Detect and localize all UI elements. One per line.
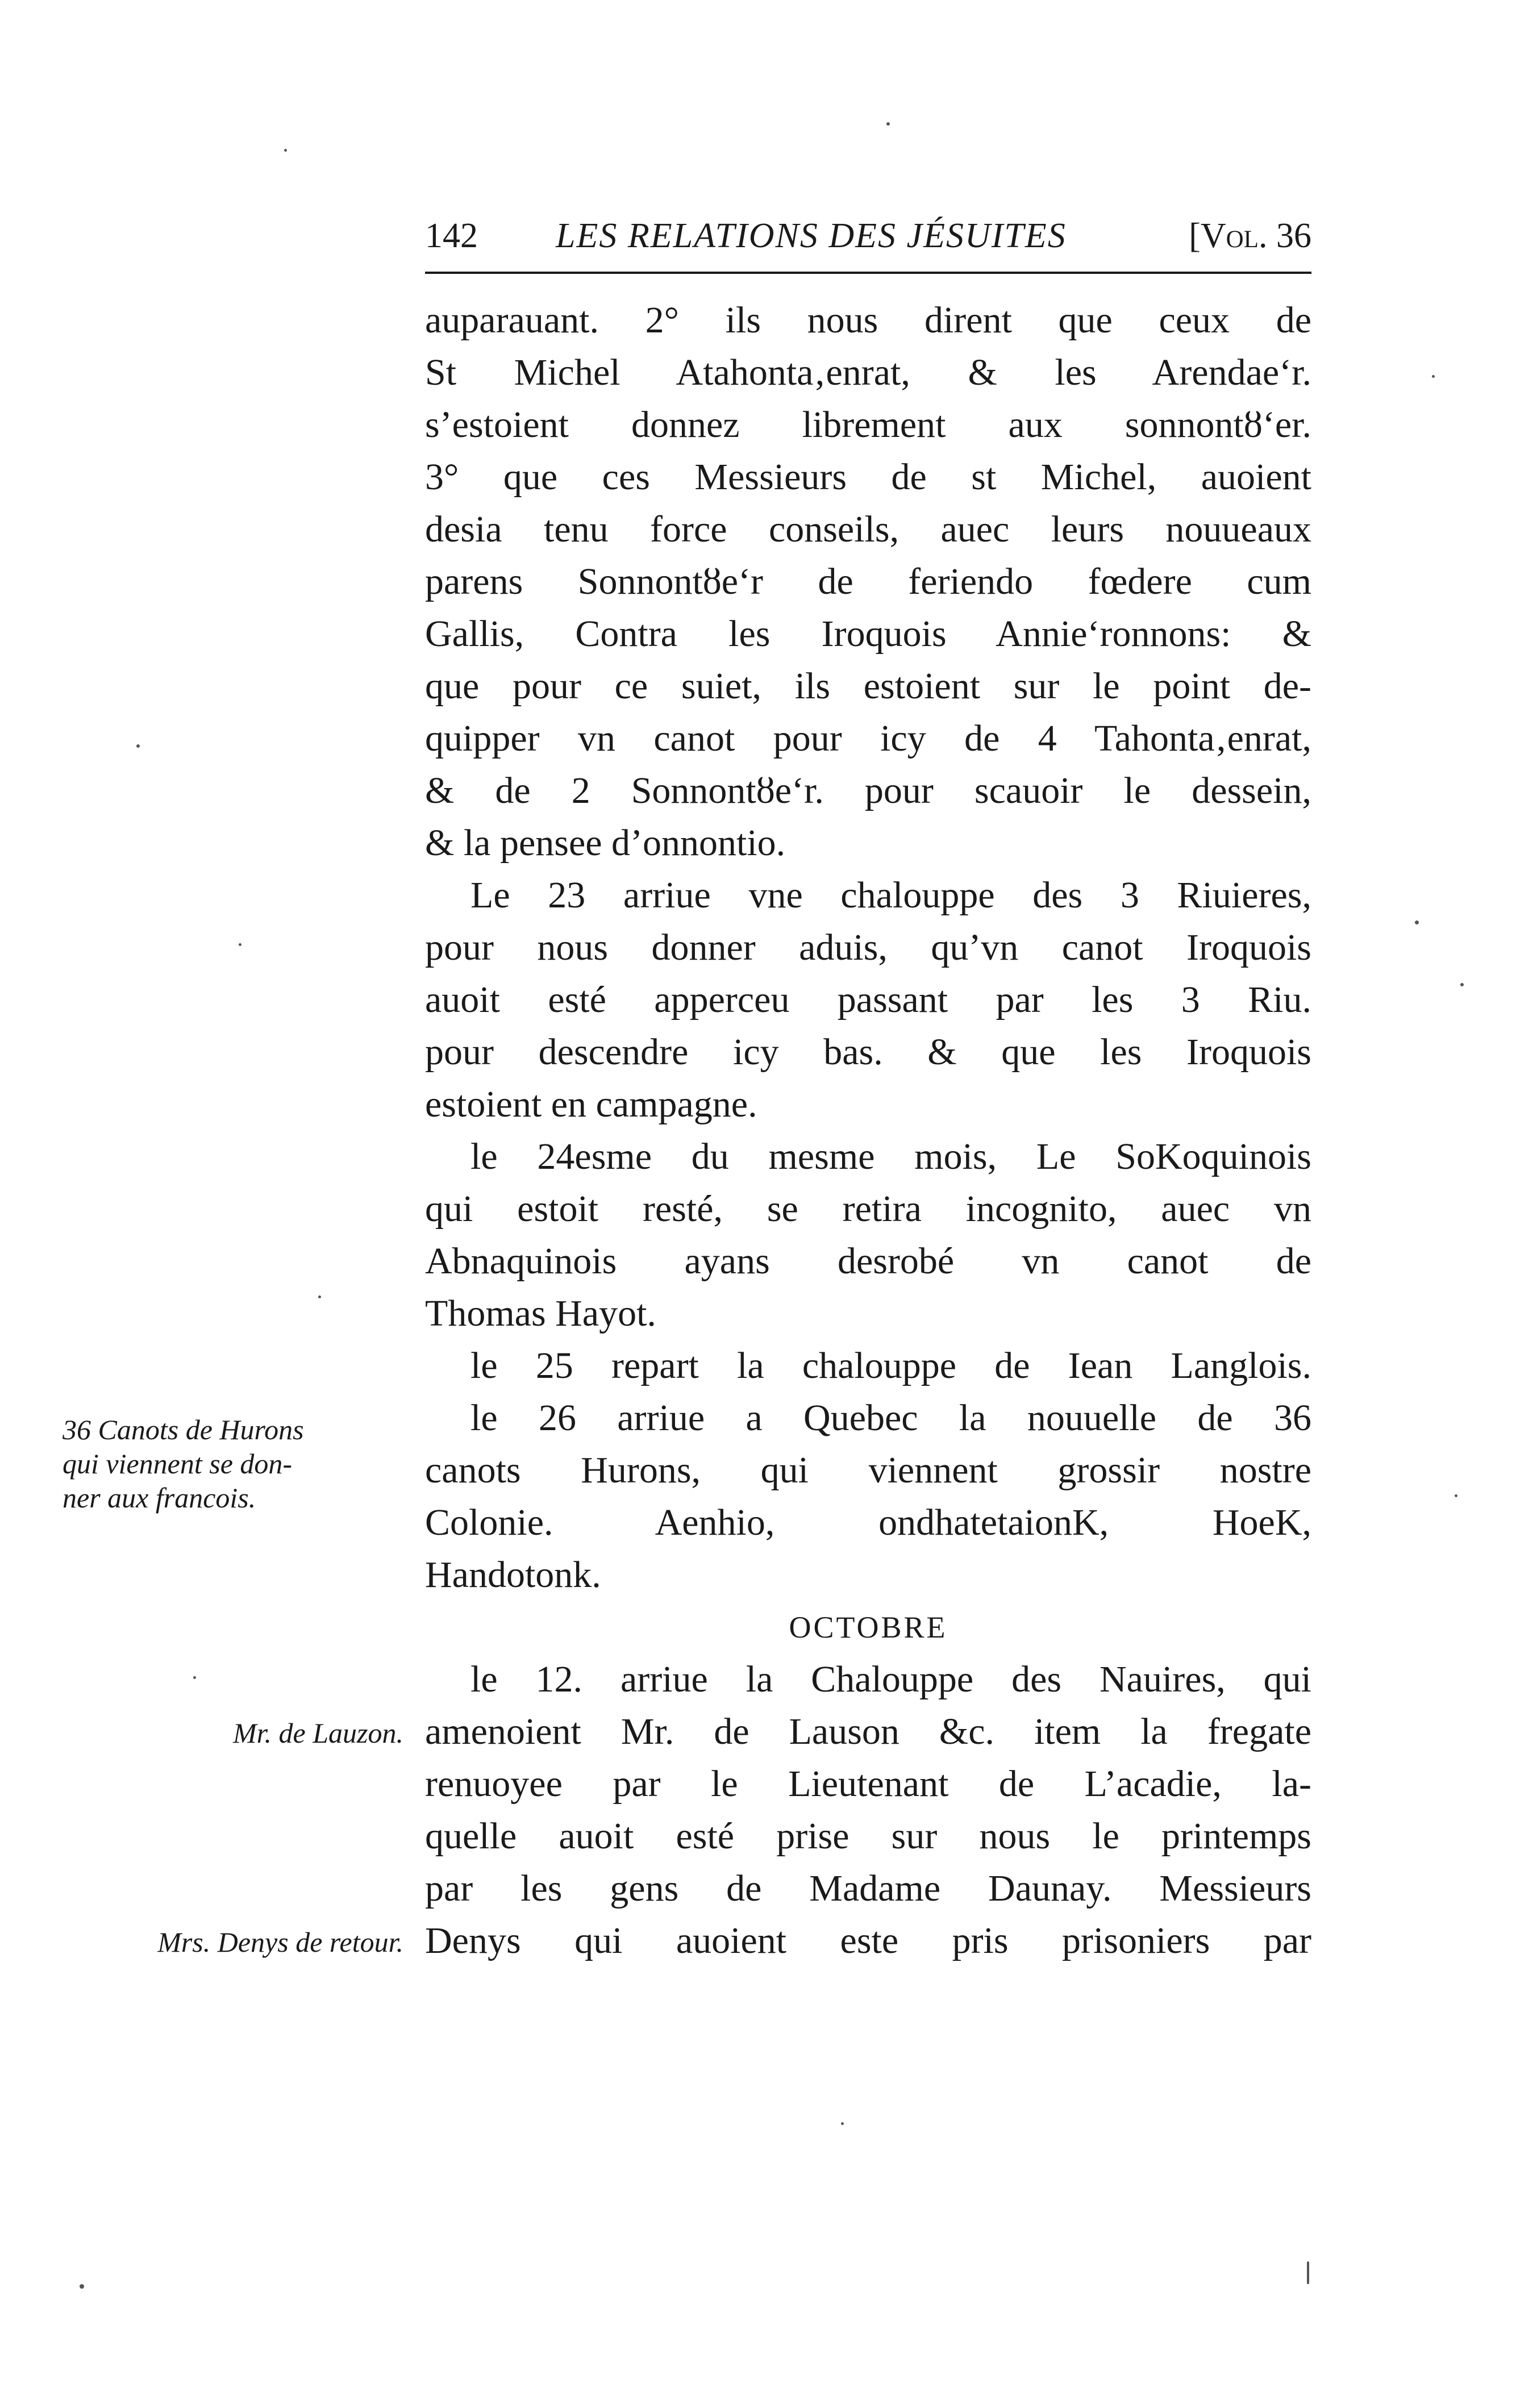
scan-speck bbox=[1460, 983, 1464, 986]
body-line: le 26 arriue a Quebec la nouuelle de 36 bbox=[470, 1397, 1311, 1439]
scan-speck bbox=[1307, 2261, 1309, 2284]
body-line: pour descendre icy bas. & que les Iroquois bbox=[425, 1031, 1311, 1073]
body-line: le 25 repart la chalouppe de Iean Langlois. bbox=[470, 1345, 1311, 1386]
margin-note-line: Mr. de Lauzon. bbox=[232, 1717, 403, 1749]
body-line: St Michel Atahonta‚enrat, & les Arendae‘r. bbox=[425, 352, 1311, 393]
running-title: LES RELATIONS DES JÉSUITES bbox=[556, 216, 1067, 255]
volume-label: [Vol. 36 bbox=[1189, 216, 1311, 255]
scan-speck bbox=[1432, 375, 1435, 378]
margin-note-line: Mrs. Denys de retour. bbox=[157, 1926, 403, 1958]
body-line: le 24esme du mesme mois, Le SoKoquinois bbox=[470, 1136, 1311, 1177]
body-line: que pour ce suiet, ils estoient sur le point de- bbox=[425, 665, 1311, 707]
section-heading: OCTOBRE bbox=[789, 1610, 948, 1644]
header-rule bbox=[425, 272, 1311, 274]
scan-speck bbox=[239, 943, 241, 946]
page-number: 142 bbox=[425, 216, 478, 255]
body-line: amenoient Mr. de Lauson &c. item la fregate bbox=[425, 1711, 1311, 1752]
scan-speck bbox=[318, 1295, 321, 1298]
body-line: renuoyee par le Lieutenant de L’acadie, la- bbox=[425, 1763, 1311, 1805]
body-line: pour nous donner aduis, qu’vn canot Iroquois bbox=[425, 927, 1311, 968]
body-line: Gallis, Contra les Iroquois Annie‘ronnons: & bbox=[425, 613, 1311, 655]
scan-speck bbox=[136, 744, 140, 748]
body-line: Le 23 arriue vne chalouppe des 3 Riuieres, bbox=[470, 874, 1311, 916]
body-line: & la pensee d’onnontio. bbox=[425, 822, 786, 864]
body-line: canots Hurons, qui viennent grossir nostre bbox=[425, 1449, 1311, 1491]
body-line: auoit esté apperceu passant par les 3 Riu. bbox=[425, 979, 1311, 1020]
body-line: 3° que ces Messieurs de st Michel, auoient bbox=[425, 456, 1311, 498]
body-line: quipper vn canot pour icy de 4 Tahonta‚enrat, bbox=[425, 718, 1311, 759]
body-line: Abnaquinois ayans desrobé vn canot de bbox=[425, 1240, 1311, 1282]
body-line: Denys qui auoient este pris prisoniers par bbox=[425, 1920, 1311, 1961]
scan-speck bbox=[886, 122, 890, 126]
margin-note-denys bbox=[63, 1925, 403, 1959]
body-line: quelle auoit esté prise sur nous le printemps bbox=[425, 1815, 1311, 1857]
body-line: desia tenu force conseils, auec leurs nouueaux bbox=[425, 509, 1311, 550]
margin-note-line: qui viennent se don- bbox=[63, 1448, 293, 1480]
body-line: parens Sonnontȣe‘r de feriendo fœdere cum bbox=[425, 561, 1311, 602]
scan-speck bbox=[80, 2284, 84, 2289]
running-header bbox=[425, 205, 1311, 267]
body-line: qui estoit resté, se retira incognito, auec vn bbox=[425, 1188, 1311, 1230]
margin-note-hurons bbox=[63, 1413, 403, 1515]
body-line: & de 2 Sonnontȣe‘r. pour scauoir le dessein, bbox=[425, 770, 1311, 811]
scan-speck bbox=[284, 149, 287, 152]
body-line: Colonie. Aenhio, ondhatetaionK, HoeK, bbox=[425, 1502, 1311, 1543]
body-line: estoient en campagne. bbox=[425, 1084, 757, 1125]
body-line: le 12. arriue la Chalouppe des Nauires, qui bbox=[470, 1659, 1311, 1700]
body-line: auparauant. 2° ils nous dirent que ceux de bbox=[425, 299, 1311, 341]
scan-speck bbox=[1455, 1494, 1457, 1497]
margin-note-line: ner aux francois. bbox=[63, 1482, 256, 1514]
scan-speck bbox=[193, 1676, 196, 1679]
scan-speck bbox=[841, 2122, 844, 2125]
margin-note-line: 36 Canots de Hurons bbox=[63, 1414, 304, 1445]
body-line: par les gens de Madame Daunay. Messieurs bbox=[425, 1868, 1311, 1909]
body-line: s’estoient donnez librement aux sonnontȣ‘er. bbox=[425, 404, 1311, 445]
scan-speck bbox=[1415, 920, 1419, 924]
body-line: Handotonk. bbox=[425, 1554, 601, 1595]
margin-note-lauzon bbox=[63, 1716, 403, 1750]
body-text bbox=[425, 294, 1311, 1967]
body-line: Thomas Hayot. bbox=[425, 1293, 656, 1334]
